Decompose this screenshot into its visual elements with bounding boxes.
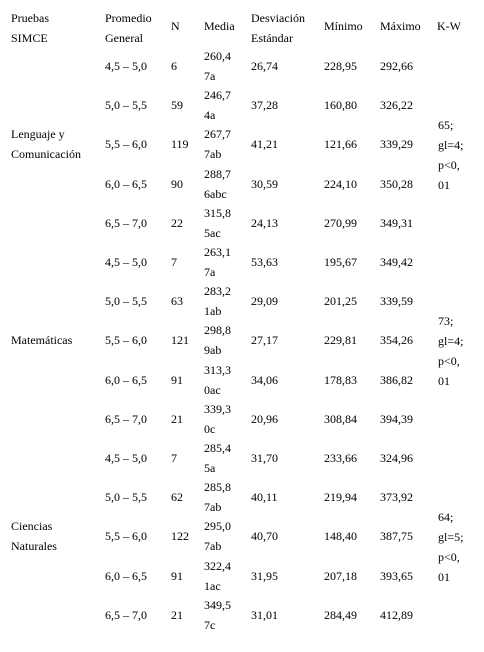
promedio-general-cell: 6,0 – 6,5	[105, 176, 147, 191]
maximo-cell: 292,66	[380, 59, 413, 73]
n-cell: 7	[171, 451, 177, 465]
n-cell: 6	[171, 59, 177, 73]
media-cell: 246,7 4a	[204, 88, 231, 123]
promedio-general-cell: 4,5 – 5,0	[105, 451, 147, 465]
minimo-cell: 270,99	[324, 215, 357, 230]
minimo-cell: 224,10	[324, 176, 357, 191]
desviacion-estandar-cell: 29,09	[251, 294, 278, 309]
maximo-cell: 324,96	[380, 451, 413, 465]
desviacion-estandar-cell: 34,06	[251, 372, 278, 387]
desviacion-estandar-cell: 53,63	[251, 255, 278, 269]
n-cell: 121	[171, 333, 189, 348]
minimo-cell: 219,94	[324, 490, 357, 505]
desviacion-estandar-cell: 31,95	[251, 568, 278, 583]
media-cell: 339,3 0c	[204, 401, 231, 436]
maximo-cell: 412,89	[380, 607, 413, 622]
minimo-cell: 201,25	[324, 294, 357, 309]
n-cell: 91	[171, 372, 183, 387]
promedio-general-cell: 6,5 – 7,0	[105, 411, 147, 426]
promedio-general-cell: 6,5 – 7,0	[105, 607, 147, 622]
n-cell: 7	[171, 255, 177, 269]
media-cell: 288,7 6abc	[204, 166, 231, 201]
n-cell: 21	[171, 607, 183, 622]
n-cell: 90	[171, 176, 183, 191]
maximo-cell: 349,42	[380, 255, 413, 269]
n-cell: 22	[171, 215, 183, 230]
promedio-general-cell: 6,0 – 6,5	[105, 372, 147, 387]
desviacion-estandar-cell: 31,01	[251, 607, 278, 622]
desviacion-estandar-cell: 27,17	[251, 333, 278, 348]
desviacion-estandar-cell: 31,70	[251, 451, 278, 465]
header-kw: K-W	[437, 19, 461, 33]
n-cell: 62	[171, 490, 183, 505]
media-cell: 267,7 7ab	[204, 127, 231, 162]
header-maximo: Máximo	[380, 19, 421, 33]
maximo-cell: 354,26	[380, 333, 413, 348]
desviacion-estandar-cell: 40,70	[251, 529, 278, 544]
desviacion-estandar-cell: 24,13	[251, 215, 278, 230]
n-cell: 21	[171, 411, 183, 426]
header-desviacion-estandar: Desviación Estándar	[251, 11, 305, 45]
maximo-cell: 350,28	[380, 176, 413, 191]
promedio-general-cell: 5,5 – 6,0	[105, 137, 147, 152]
kruskal-wallis-cell: 65; gl=4; p<0, 01	[438, 117, 464, 192]
minimo-cell: 308,84	[324, 411, 357, 426]
media-cell: 315,8 5ac	[204, 205, 231, 240]
n-cell: 122	[171, 529, 189, 544]
maximo-cell: 386,82	[380, 372, 413, 387]
subject-label: Matemáticas	[11, 333, 73, 348]
header-pruebas-simce: Pruebas SIMCE	[11, 11, 49, 45]
desviacion-estandar-cell: 41,21	[251, 137, 278, 152]
kruskal-wallis-cell: 73; gl=4; p<0, 01	[438, 313, 464, 388]
minimo-cell: 160,80	[324, 98, 357, 113]
minimo-cell: 121,66	[324, 137, 357, 152]
subject-label: Ciencias Naturales	[11, 519, 57, 554]
maximo-cell: 387,75	[380, 529, 413, 544]
kruskal-wallis-cell: 64; gl=5; p<0, 01	[438, 509, 464, 584]
promedio-general-cell: 4,5 – 5,0	[105, 255, 147, 269]
header-promedio-general: Promedio General	[105, 11, 152, 45]
maximo-cell: 394,39	[380, 411, 413, 426]
media-cell: 322,4 1ac	[204, 558, 231, 593]
promedio-general-cell: 5,0 – 5,5	[105, 294, 147, 309]
header-minimo: Mínimo	[324, 19, 363, 33]
maximo-cell: 339,29	[380, 137, 413, 152]
header-media: Media	[204, 19, 235, 33]
desviacion-estandar-cell: 26,74	[251, 59, 278, 73]
maximo-cell: 393,65	[380, 568, 413, 583]
subject-label: Lenguaje y Comunicación	[11, 127, 81, 162]
minimo-cell: 228,95	[324, 59, 357, 73]
maximo-cell: 339,59	[380, 294, 413, 309]
media-cell: 283,2 1ab	[204, 284, 231, 319]
minimo-cell: 178,83	[324, 372, 357, 387]
n-cell: 91	[171, 568, 183, 583]
maximo-cell: 373,92	[380, 490, 413, 505]
promedio-general-cell: 5,5 – 6,0	[105, 529, 147, 544]
minimo-cell: 207,18	[324, 568, 357, 583]
desviacion-estandar-cell: 40,11	[251, 490, 278, 505]
minimo-cell: 148,40	[324, 529, 357, 544]
media-cell: 285,4 5a	[204, 441, 231, 475]
header-n: N	[171, 19, 180, 33]
n-cell: 59	[171, 98, 183, 113]
media-cell: 285,8 7ab	[204, 480, 231, 515]
maximo-cell: 349,31	[380, 215, 413, 230]
promedio-general-cell: 5,5 – 6,0	[105, 333, 147, 348]
desviacion-estandar-cell: 20,96	[251, 411, 278, 426]
minimo-cell: 229,81	[324, 333, 357, 348]
media-cell: 260,4 7a	[204, 49, 231, 83]
n-cell: 63	[171, 294, 183, 309]
media-cell: 349,5 7c	[204, 597, 231, 632]
minimo-cell: 284,49	[324, 607, 357, 622]
desviacion-estandar-cell: 30,59	[251, 176, 278, 191]
maximo-cell: 326,22	[380, 98, 413, 113]
promedio-general-cell: 5,0 – 5,5	[105, 98, 147, 113]
minimo-cell: 195,67	[324, 255, 357, 269]
media-cell: 295,0 7ab	[204, 519, 231, 554]
desviacion-estandar-cell: 37,28	[251, 98, 278, 113]
promedio-general-cell: 5,0 – 5,5	[105, 490, 147, 505]
promedio-general-cell: 6,0 – 6,5	[105, 568, 147, 583]
media-cell: 313,3 0ac	[204, 362, 231, 397]
promedio-general-cell: 6,5 – 7,0	[105, 215, 147, 230]
minimo-cell: 233,66	[324, 451, 357, 465]
n-cell: 119	[171, 137, 189, 152]
media-cell: 263,1 7a	[204, 245, 231, 279]
promedio-general-cell: 4,5 – 5,0	[105, 59, 147, 73]
media-cell: 298,8 9ab	[204, 323, 231, 358]
